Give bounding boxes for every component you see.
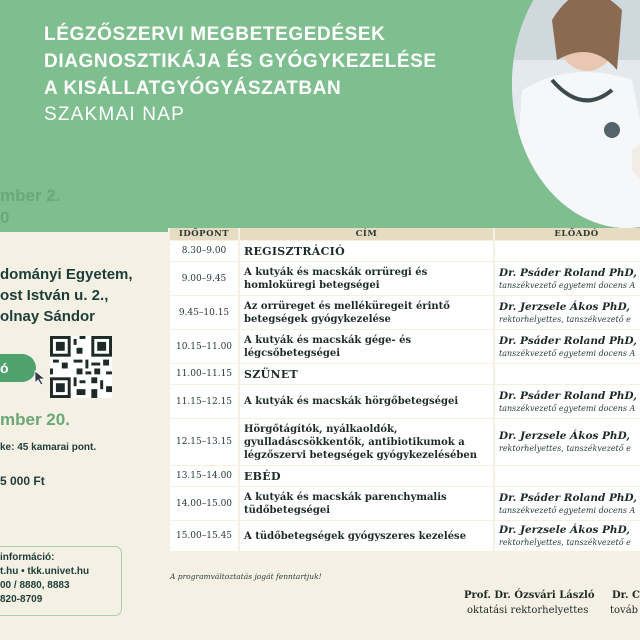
program-title: A kutyák és macskák orrüregi és homloküregi betegségei: [238, 262, 493, 295]
program-time: 9.45–10.15: [168, 296, 238, 329]
program-row: [168, 487, 640, 520]
program-time: 11.00–11.15: [168, 364, 238, 384]
speaker-role: tanszékvezető egyetemi docens A: [499, 348, 636, 358]
program-speaker: [493, 419, 640, 465]
program-speaker: [493, 330, 640, 363]
signature-name-2: Dr. C: [612, 590, 640, 601]
program-time: 9.00–9.45: [168, 262, 238, 295]
speaker-role: tanszékvezető egyetemi docens A: [499, 280, 636, 290]
event-subtitle: SZAKMAI NAP: [44, 104, 185, 125]
contact-web[interactable]: t.hu • tkk.univet.hu: [0, 566, 90, 577]
program-speaker: [493, 241, 640, 261]
speaker-role: rektorhelyettes, tanszékvezető e: [499, 444, 631, 453]
program-title: A tüdőbetegségek gyógyszeres kezelése: [238, 521, 493, 551]
contact-phone-1: 00 / 8880, 8883: [0, 580, 70, 591]
venue-line-1: dományi Egyetem,: [0, 266, 133, 283]
speaker-name: Dr. Psáder Roland PhD,: [499, 491, 637, 504]
program-time: 8.30–9.00: [168, 241, 238, 261]
venue-line-2: ost István u. 2.,: [0, 287, 109, 304]
program-row: [168, 419, 640, 465]
speaker-role: tanszékvezető egyetemi docens A: [499, 403, 636, 413]
signature-name-1: Prof. Dr. Ózsvári László: [464, 590, 595, 601]
program-time: 10.15–11.00: [168, 330, 238, 363]
event-time: 0: [0, 208, 10, 227]
program-title: A kutyák és macskák parenchymalis tüdőbetegségei: [238, 487, 493, 520]
program-speaker: [493, 521, 640, 551]
program-time: 12.15–13.15: [168, 419, 238, 465]
program-row: [168, 262, 640, 295]
signature-role-2: továb: [610, 605, 639, 616]
program-row: [168, 466, 640, 486]
program-time: 11.15–12.15: [168, 385, 238, 418]
program-speaker: [493, 466, 640, 486]
speaker-role: rektorhelyettes, tanszékvezető e: [499, 314, 631, 324]
speaker-role: tanszékvezető egyetemi docens A: [499, 505, 636, 515]
speaker-name: Dr. Psáder Roland PhD,: [499, 389, 637, 402]
program-speaker: [493, 487, 640, 520]
program-speaker: [493, 364, 640, 384]
program-footnote: A programváltoztatás jogát fenntartjuk!: [170, 572, 322, 581]
signature-role-1: oktatási rektorhelyettes: [467, 605, 589, 616]
contact-title: információ:: [0, 552, 55, 563]
program-title: A kutyák és macskák gége- és légcsőbetegségei: [238, 330, 493, 363]
program-title: A kutyák és macskák hörgőbetegségei: [238, 385, 493, 418]
program-speaker: [493, 385, 640, 418]
speaker-name: Dr. Jerzsele Ákos PhD,: [499, 430, 630, 442]
program-title: SZÜNET: [238, 364, 493, 384]
program-row: [168, 364, 640, 384]
event-title-line-1: LÉGZŐSZERVI MEGBETEGEDÉSEK: [44, 24, 386, 45]
credit-points: ke: 45 kamarai pont.: [0, 442, 97, 453]
contact-phone-2: 820-8709: [0, 594, 43, 605]
venue-line-3: olnay Sándor: [0, 308, 96, 325]
speaker-name: Dr. Jerzsele Ákos PhD,: [499, 524, 630, 536]
column-header-time: IDŐPONT: [168, 228, 238, 240]
speaker-role: rektorhelyettes, tanszékvezető e: [499, 538, 631, 547]
program-row: [168, 385, 640, 418]
cursor-icon: [34, 370, 48, 386]
program-title: Hörgőtágítók, nyálkaoldók, gyulladáscsökkentők, antibiotikumok a légzőszervi betegségek gyógykezelésében: [238, 419, 493, 465]
program-time: 15.00–15.45: [168, 521, 238, 551]
program-body: [168, 241, 640, 551]
registration-button[interactable]: ó: [0, 354, 36, 382]
speaker-name: Dr. Psáder Roland PhD,: [499, 266, 637, 279]
program-time: 14.00–15.00: [168, 487, 238, 520]
speaker-name: Dr. Jerzsele Ákos PhD,: [499, 300, 630, 313]
event-title-line-2: DIAGNOSZTIKÁJA ÉS GYÓGYKEZELÉSE: [44, 51, 437, 72]
program-row: [168, 296, 640, 329]
program-row: [168, 521, 640, 551]
program-title: EBÉD: [238, 466, 493, 486]
event-date: mber 2.: [0, 186, 61, 205]
column-header-speaker: ELŐADÓ: [493, 228, 640, 240]
column-header-title: CÍM: [238, 228, 493, 240]
event-title-line-3: A KISÁLLATGYÓGYÁSZATBAN: [44, 78, 342, 99]
program-table: [168, 227, 640, 552]
program-speaker: [493, 262, 640, 295]
program-time: 13.15–14.00: [168, 466, 238, 486]
program-title: REGISZTRÁCIÓ: [238, 241, 493, 261]
program-title: Az orrüreget és melléküregeit érintő betegségek gyógykezelése: [238, 296, 493, 329]
speaker-name: Dr. Psáder Roland PhD,: [499, 334, 637, 347]
program-row: [168, 241, 640, 261]
registration-deadline: mber 20.: [0, 410, 70, 429]
qr-code[interactable]: [50, 336, 112, 398]
program-speaker: [493, 296, 640, 329]
program-row: [168, 330, 640, 363]
participation-fee: 5 000 Ft: [0, 474, 45, 488]
program-header-row: [168, 228, 640, 240]
